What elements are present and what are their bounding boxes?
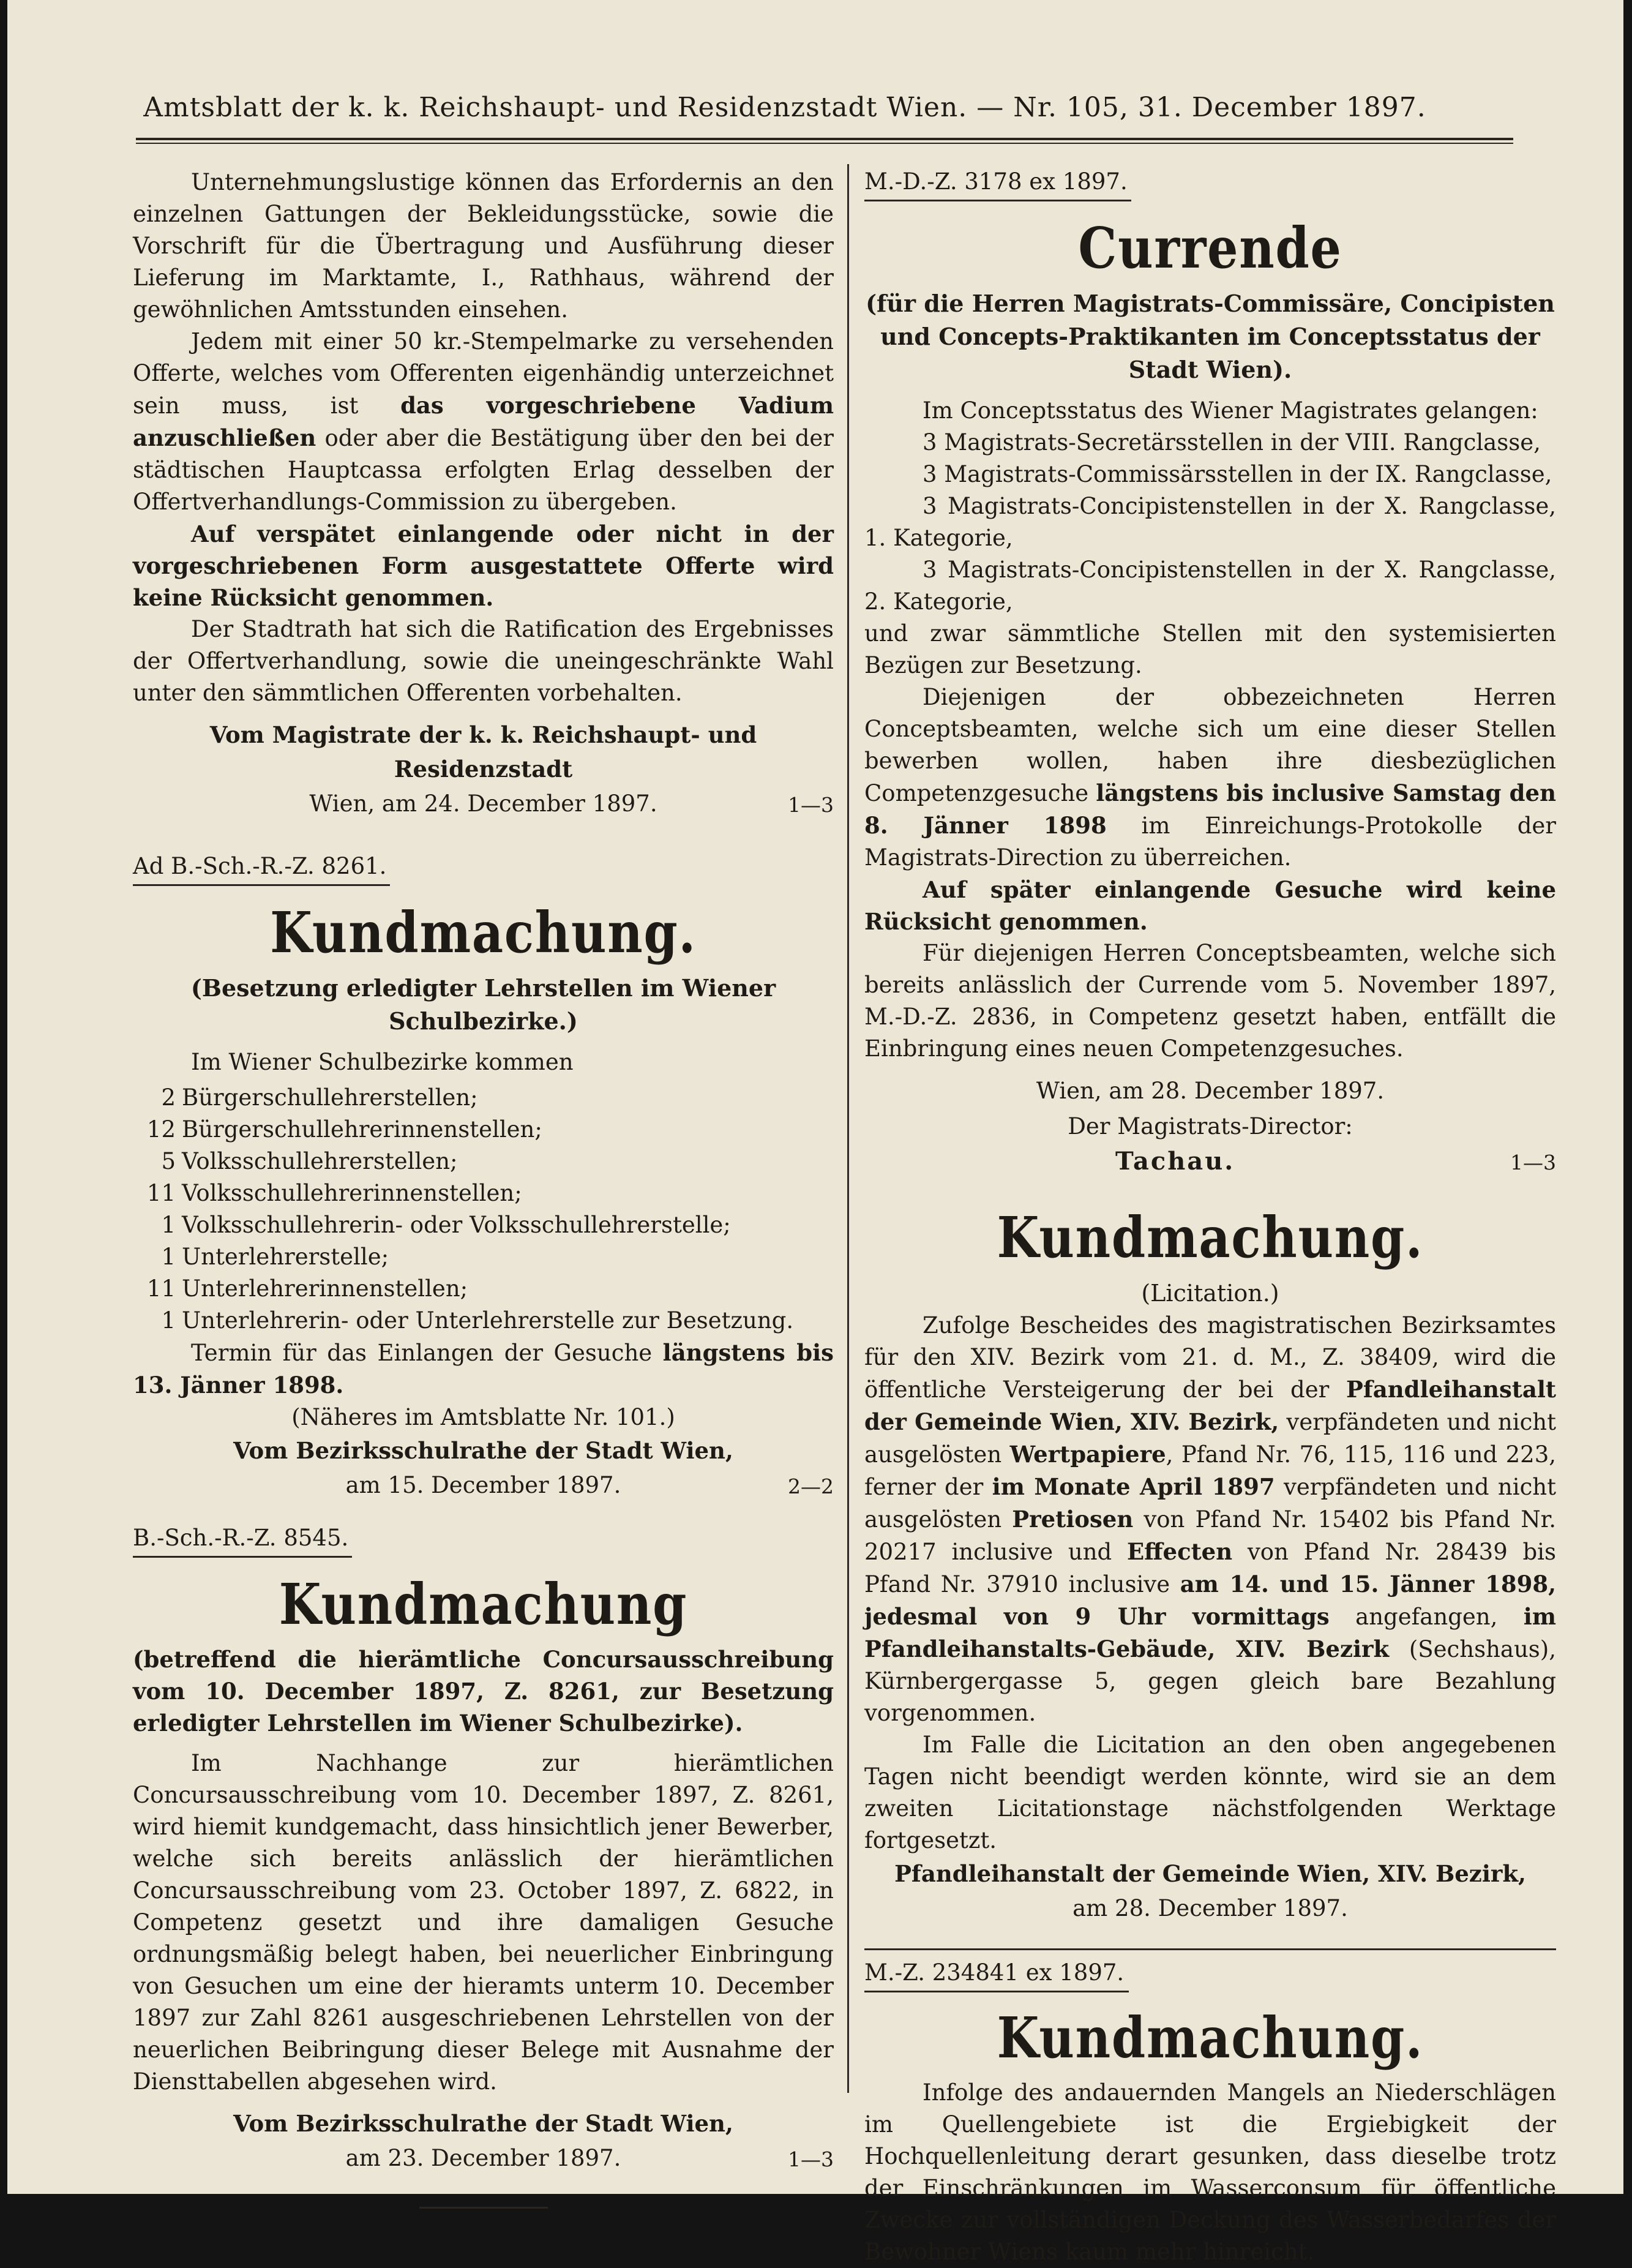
notice-subtitle: (für die Herren Magistrats-Commissäre, Concipisten und Concepts-Praktikanten im Conceptsstatus der Stadt Wien). xyxy=(866,290,1555,383)
reference-number: M.-Z. 234841 ex 1897. xyxy=(864,1948,1556,1995)
list-item: 2 Bürgerschullehrerstellen; xyxy=(161,1084,478,1111)
notice-paragraph: Im Nachhange zur hierämtlichen Concursausschreibung vom 10. December 1897, Z. 8261, wird hiemit kundgemacht, dass hinsichtlich jener Bewerber, welche sich bereits anlässlich der hierämtlichen Concursausschreibung vom 23. October 1897, Z. 6822, in Competenz gesetzt und ihre damaligen Gesuche ordnungsmäßig belegt haben, bei neuerlicher Einbringung von Gesuchen um eine der hieramts unterm 10. December 1897 zur Zahl 8261 ausgeschriebenen Lehrstellen von der neuerlichen Beibringung dieser Belege mit Ausnahme der Diensttabellen abgesehen wird. xyxy=(133,1750,834,2095)
issuer-line: Vom Magistrate der k. k. Reichshaupt- und Residenzstadt xyxy=(209,721,757,783)
notice-subtitle: (betreffend die hierämtliche Concursausschreibung vom 10. December 1897, Z. 8261, zur Besetzung erledigter Lehrstellen im Wiener Schulbezirke). xyxy=(133,1646,834,1737)
notice-subtitle: (Licitation.) xyxy=(1141,1280,1279,1307)
post-line: 3 Magistrats-Secretärsstellen in der VIII. Rangclasse, xyxy=(923,429,1541,456)
reference-number: B.-Sch.-R.-Z. 8545. xyxy=(133,1523,352,1558)
running-head: Amtsblatt der k. k. Reichshaupt- und Residenzstadt Wien. — Nr. 105, 31. December 1897. xyxy=(143,92,1426,123)
notice-concurs-supplement xyxy=(133,1514,834,2209)
reference-number: M.-D.-Z. 3178 ex 1897. xyxy=(864,167,1131,201)
list-item: 5 Volksschullehrerstellen; xyxy=(161,1148,458,1174)
continued-notice xyxy=(133,167,834,822)
column-divider xyxy=(847,164,849,2093)
deadline-paragraph: Termin für das Einlangen der Gesuche längstens bis 13. Jänner 1898. xyxy=(133,1339,834,1399)
notice-paragraph: Jedem mit einer 50 kr.-Stempelmarke zu versehenden Offerte, welches vom Offerenten eigenhändig unterzeichnet sein muss, ist das vorgeschriebene Vadium anzuschließen oder aber die Bestätigung über den bei der städtischen Hauptcassa erfolgten Erlag desselben der Offertverhandlungs-Commission zu übergeben. xyxy=(133,328,834,515)
list-item: 1 Volksschullehrerin- oder Volksschullehrerstelle; xyxy=(161,1212,731,1238)
left-column xyxy=(133,167,834,2209)
notice-currende xyxy=(864,167,1556,1179)
insertion-tag: 1—3 xyxy=(1510,1151,1556,1174)
dateline: am 28. December 1897. xyxy=(1072,1895,1348,1921)
emphasis: das vorgeschriebene Vadium anzuschließen xyxy=(133,392,834,451)
notice-title: Kundmachung xyxy=(279,1571,688,1637)
notice-licitation xyxy=(864,1201,1556,1926)
notice-water-supply xyxy=(864,1948,1556,2268)
list-item: 12 Bürgerschullehrerinnenstellen; xyxy=(146,1116,542,1143)
notice-title: Kundmachung. xyxy=(270,899,697,966)
right-column xyxy=(864,167,1556,2268)
notice-paragraph: Im Falle die Licitation an den oben angegebenen Tagen nicht beendigt werden könnte, wird sie an dem zweiten Licitationstage nächstfolgenden Werktage fortgesetzt. xyxy=(864,1732,1556,1853)
notice-paragraph: Unternehmungslustige können das Erfordernis an den einzelnen Gattungen der Bekleidungsstücke, sowie die Vorschrift für die Übertragung und Ausführung dieser Lieferung im Marktamte, I., Rathhaus, während der gewöhnlichen Amtsstunden einsehen. xyxy=(133,169,834,323)
insertion-tag: 1—3 xyxy=(788,2147,834,2171)
notice-warning: Auf verspätet einlangende oder nicht in der vorgeschriebenen Form ausgestattete Offerte wird keine Rücksicht genommen. xyxy=(133,520,834,611)
end-rule xyxy=(419,2207,548,2209)
notice-paragraph: Für diejenigen Herren Conceptsbeamten, welche sich bereits anlässlich der Currende vom 5. November 1897, M.-D.-Z. 2836, in Competenz gesetzt haben, entfällt die Einbringung eines neuen Competenzgesuches. xyxy=(864,940,1556,1062)
post-line: 3 Magistrats-Concipistenstellen in der X. Rangclasse, 2. Kategorie, xyxy=(864,557,1556,615)
notice-title: Kundmachung. xyxy=(997,2005,1424,2071)
newspaper-page xyxy=(7,0,1623,2265)
notice-title: Kundmachung. xyxy=(997,1204,1424,1271)
issuer-line: Pfandleihanstalt der Gemeinde Wien, XIV. Bezirk, xyxy=(894,1860,1526,1887)
post-line: 3 Magistrats-Concipistenstellen in der X. Rangclasse, 1. Kategorie, xyxy=(864,493,1556,551)
insertion-tag: 2—2 xyxy=(788,1474,834,1498)
notice-paragraph: Zufolge Bescheides des magistratischen Bezirksamtes für den XIV. Bezirk vom 21. d. M., Z. 38409, wird die öffentliche Versteigerung der bei der Pfandleihanstalt der Gemeinde Wien, XIV. Bezirk, verpfändeten und nicht ausgelösten Wertpapiere, Pfand Nr. 76, 115, 116 und 223, ferner der im Monate April 1897 verpfändeten und nicht ausgelösten Pretiosen von Pfand Nr. 15402 bis Pfand Nr. 20217 inclusive und Effecten von Pfand Nr. 28439 bis Pfand Nr. 37910 inclusive am 14. und 15. Jänner 1898, jedesmal von 9 Uhr vormittags angefangen, im Pfandleihanstalts-Gebäude, XIV. Bezirk (Sechshaus), Kürnbergergasse 5, gegen gleich bare Bezahlung vorgenommen. xyxy=(864,1312,1557,1726)
list-item: 1 Unterlehrerin- oder Unterlehrerstelle zur Besetzung. xyxy=(161,1307,794,1334)
signature-line xyxy=(864,1144,1556,1179)
list-item: 11 Unterlehrerinnenstellen; xyxy=(146,1275,468,1302)
header-rule xyxy=(136,138,1513,140)
insertion-tag: 1—3 xyxy=(788,793,834,817)
reference-note: (Näheres im Amtsblatte Nr. 101.) xyxy=(291,1404,675,1430)
reference-number: Ad B.-Sch.-R.-Z. 8261. xyxy=(133,851,390,886)
notice-paragraph: Diejenigen der obbezeichneten Herren Conceptsbeamten, welche sich um eine dieser Stellen bewerben wollen, haben ihre diesbezüglichen Competenzgesuche längstens bis inclusive Samstag den 8. Jänner 1898 im Einreichungs-Protokolle der Magistrats-Direction zu überreichen. xyxy=(864,684,1556,871)
notice-paragraph: Infolge des andauernden Mangels an Niederschlägen im Quellengebiete ist die Ergiebigkeit der Hochquellenleitung derart gesunken, dass dieselbe trotz der Einschränkungen im Wasserconsum für öffentliche Zwecke zur vollständigen Deckung des Wasserbedarfes der Bewohner Wiens kaum mehr hinreicht. xyxy=(864,2079,1556,2265)
post-line: und zwar sämmtliche Stellen mit den systemisierten Bezügen zur Besetzung. xyxy=(864,620,1556,678)
dateline: am 15. December 1897. 2—2 xyxy=(133,1468,834,1503)
signatory-role: Der Magistrats-Director: xyxy=(1068,1113,1353,1140)
post-line: 3 Magistrats-Commissärsstellen in der IX. Rangclasse, xyxy=(923,461,1552,487)
list-item: 1 Unterlehrerstelle; xyxy=(161,1244,389,1270)
notice-teaching-posts xyxy=(133,843,834,1503)
dateline: Wien, am 28. December 1897. xyxy=(1036,1078,1385,1104)
dateline: am 23. December 1897. 1—3 xyxy=(133,2141,834,2176)
list-item: 11 Volksschullehrerinnenstellen; xyxy=(146,1180,522,1206)
deadline: längstens bis inclusive Samstag den 8. Jänner 1898 xyxy=(864,779,1556,839)
issuer-line: Vom Bezirksschulrathe der Stadt Wien, xyxy=(233,2110,733,2137)
notice-intro: Im Conceptsstatus des Wiener Magistrates gelangen: xyxy=(923,397,1538,424)
issuer-line: Vom Bezirksschulrathe der Stadt Wien, xyxy=(233,1437,733,1464)
deadline: längstens bis 13. Jänner 1898. xyxy=(133,1339,834,1399)
notice-warning: Auf später einlangende Gesuche wird keine Rücksicht genommen. xyxy=(864,876,1556,935)
notice-subtitle: (Besetzung erledigter Lehrstellen im Wiener Schulbezirke.) xyxy=(190,974,776,1035)
notice-title: Currende xyxy=(1078,215,1342,281)
dateline: Wien, am 24. December 1897. 1—3 xyxy=(133,786,834,822)
notice-paragraph: Der Stadtrath hat sich die Ratification des Ergebnisses der Offertverhandlung, sowie die uneingeschränkte Wahl unter den sämmtlichen Offerenten vorbehalten. xyxy=(133,616,834,706)
notice-intro: Im Wiener Schulbezirke kommen xyxy=(191,1049,574,1075)
post-list xyxy=(133,1082,834,1337)
header-rule-thin xyxy=(136,143,1513,144)
signature: Tachau. xyxy=(1115,1147,1235,1176)
